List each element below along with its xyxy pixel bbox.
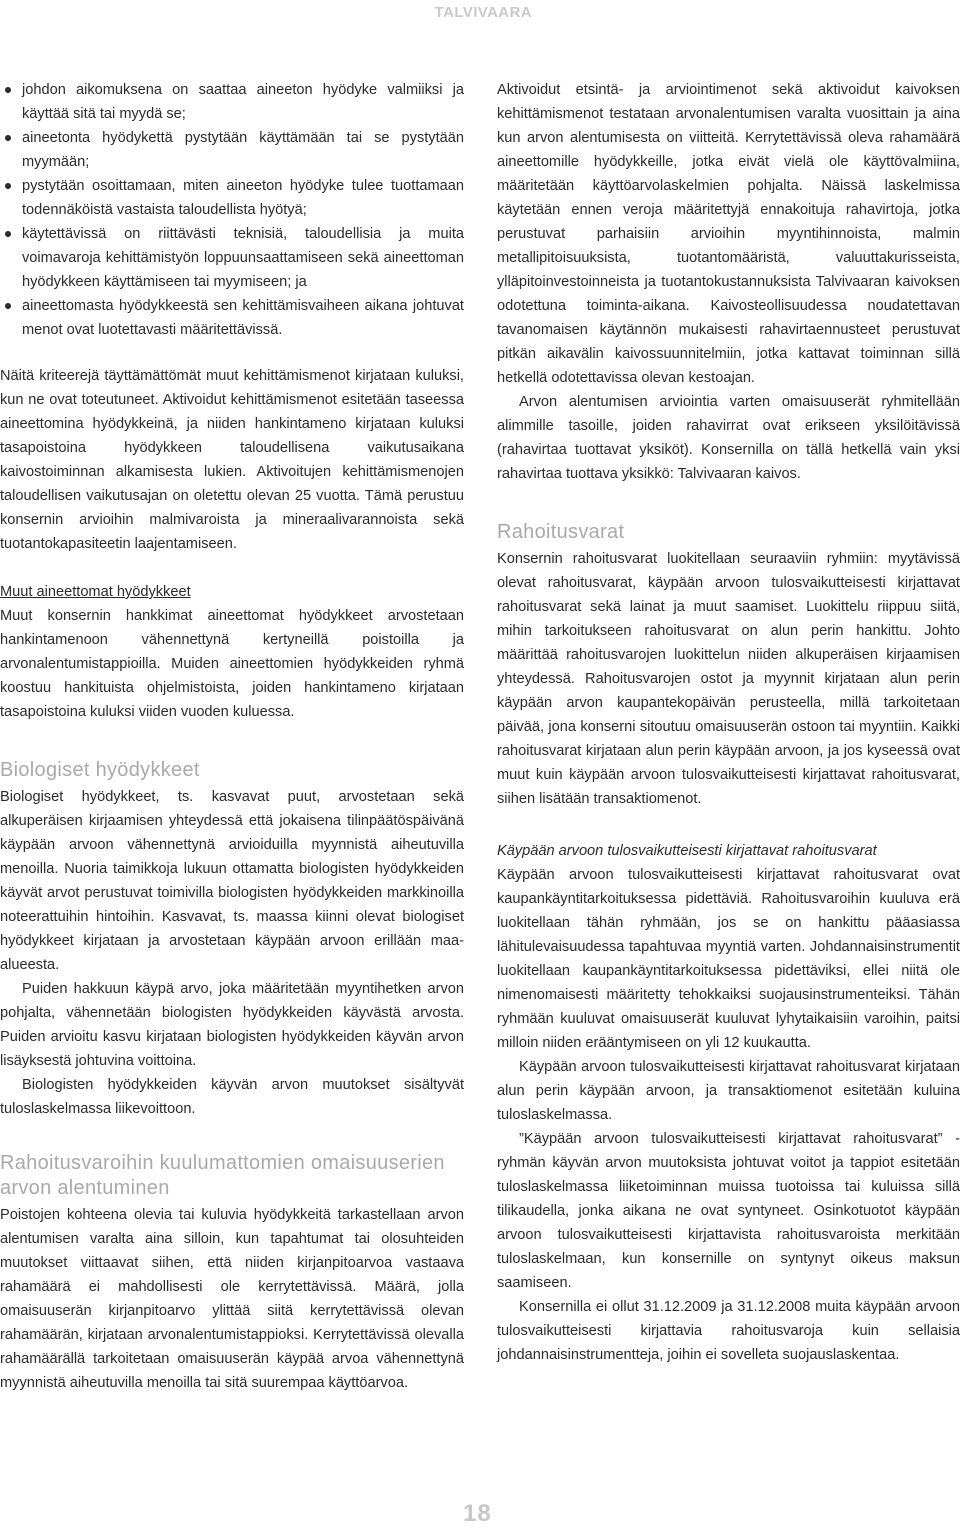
criteria-paragraph: Näitä kriteerejä täyttämättömät muut kehittämismenot kirjataan kuluksi, kun ne ovat toteutuneet. Aktivoidut kehittämismenot esitetään taseessa aineettomina hyödykkeinä, ja niiden hankintameno kirjataan kuluksi tasapoistoina hyödykkeen taloudellisena vaikutusaikana kaivostoiminnan alkamisesta lukien. Aktivoitujen kehittämismenojen taloudellisen vaikutusajan on oletettu olevan 25 vuotta. Tämä perustuu konsernin arvioihin malmivaroista ja mineraalivarannoista sekä tuotantokapasiteetin laajentamiseen. [0, 368, 464, 552]
rahoitusvarat-paragraph: Konsernin rahoitusvarat luokitellaan seuraaviin ryhmiin: myytävissä olevat rahoitusvarat, käypään arvoon tulosvaikutteisesti kirjattavat rahoitusvarat sekä lainat ja muut saamiset. Luokittelu riippuu siitä, mihin tarkoitukseen rahoitusvarat on alun perin hankittu. Johto määrittää rahoitusvarojen luokittelun niiden alkuperäisen kirjaamisen yhteydessä. Rahoitusvarojen ostot ja myynnit kirjataan alun perin käypään arvon kaupantekopäivän perusteella, millä tarkoitetaan päivää, jona konserni sitoutuu omaisuuserän ostoon tai myyntiin. Kaikki rahoitusvarat kirjataan alun perin käypään arvoon, ja jos kyseessä ovat muut kuin käypään arvoon tulosvaikutteisesti kirjattavat rahoitusvarat, siihen lisätään transaktiomenot. [497, 551, 960, 807]
impairment-heading: Rahoitusvaroihin kuulumattomien omaisuuserien arvon alentuminen [0, 1152, 445, 1199]
testing-paragraph: Aktivoidut etsintä- ja arviointimenot sekä aktivoidut kaivoksen kehittämismenot testataan arvonalentumisen varalta vuosittain ja aina kun arvon alentumisesta on viitteitä. Kerrytettävissä oleva rahamäärä aineettomille hyödykkeille, jotka eivät vielä ole käyttövalmiina, määritetään käyttöarvolaskelmien pohjalta. Näissä laskelmissa käytetään ennen veroja määritettyjä ennakoituja rahavirtoja, jotka perustuvat parhaisiin arvioihin myyntihinnoista, malmin metallipitoisuuksista, tuotantomääristä, valuuttakurisseista, ylläpitoinvestoinneista ja tuotantokustannuksista Talvivaaran kaivoksen odotettuna toiminta-aikana. Kaivosteollisuudessa noudatettavan tavanomaisen käytännön mukaisesti rahavirtaennusteet perustuvat pitkän aikavälin kaivossuunnitelmiin, jotka kattavat toiminnan sillä hetkellä odotettavissa olevan kestoajan. [497, 82, 960, 386]
fvtpl-paragraph-2: Käypään arvoon tulosvaikutteisesti kirjattavat rahoitusvarat kirjataan alun perin käypään arvoon, ja transaktiomenot esitetään kuluina tuloslaskelmassa. [497, 1059, 960, 1123]
muut-paragraph: Muut konsernin hankkimat aineettomat hyödykkeet arvostetaan hankintamenoon vähennettynä kertyneillä poistoilla ja arvonalentumistappioilla. Muiden aineettomien hyödykkeiden ryhmä koostuu hankituista ohjelmistoista, joiden hankintameno kirjataan tasapoistoina kuluksi viiden vuoden kuluessa. [0, 608, 464, 720]
bio-paragraph-1: Biologiset hyödykkeet, ts. kasvavat puut, arvostetaan sekä alkuperäisen kirjaamisen yhteydessä että jokaisena tilinpäätöspäivänä käypään arvoon vähennettynä arvioiduilla myynnistä aiheutuvilla menoilla. Nuoria taimikkoja lukuun ottamatta biologisten hyödykkeiden käyvät arvot perustuvat toimivilla biologisten hyödykkeiden markkinoilla noteerattuihin hintoihin. Kasvavat, ts. maassa kiinni olevat biologiset hyödykkeet kirjataan ja arvostetaan käypään arvoon erillään maa-alueesta. [0, 789, 464, 973]
fvtpl-paragraph-1: Käypään arvoon tulosvaikutteisesti kirjattavat rahoitusvarat ovat kaupankäyntitarkoituksessa pidettäviä. Rahoitusvaroihin kuuluva erä luokitellaan tähän ryhmään, jos se on hankittu pääasiassa lähitulevaisuudessa tapahtuvaa myyntiä varten. Johdannaisinstrumentit luokitellaan kaupankäyntitarkoituksessa pidettäviksi, ellei niitä ole nimenomaisesti määritetty tehokkaiksi suojausinstrumenteiksi. Tähän ryhmään kuuluvat omaisuuserät kuuluvat lyhytaikaisiin varoihin, paitsi milloin niiden erääntymiseen on yli 12 kuukautta. [497, 867, 960, 1051]
list-item: johdon aikomuksena on saattaa aineeton hyödyke valmiiksi ja käyttää sitä tai myydä se; [0, 78, 464, 126]
list-item: aineetonta hyödykettä pystytään käyttämään tai se pystytään myymään; [0, 126, 464, 174]
fvtpl-heading: Käypään arvoon tulosvaikutteisesti kirjattavat rahoitusvarat [497, 843, 877, 859]
list-item: pystytään osoittamaan, miten aineeton hyödyke tulee tuottamaan todennäköistä vastaista taloudellista hyötyä; [0, 174, 464, 222]
fvtpl-paragraph-3: ”Käypään arvoon tulosvaikutteisesti kirjattavat rahoitusvarat” -ryhmän käyvän arvon muutoksista johtuvat voitot ja tappiot esitetään tuloslaskelmassa liiketoiminnan muissa tuotoissa tai kuluissa sillä tilikaudella, jonka aikana ne ovat syntyneet. Osinkotuotot käypään arvoon tulosvaikutteisesti kirjattavista rahoitusvaroista merkitään tuloslaskelmaan, kun konsernille on syntynyt oikeus maksun saamiseen. [497, 1131, 960, 1291]
fvtpl-paragraph-4: Konsernilla ei ollut 31.12.2009 ja 31.12.2008 muita käypään arvoon tulosvaikutteisesti kirjattavia rahoitusvaroja kuin sellaisia johdannaisinstrumentteja, joihin ei sovelleta suojauslaskentaa. [497, 1299, 960, 1363]
bio-paragraph-3: Biologisten hyödykkeiden käyvän arvon muutokset sisältyvät tuloslaskelmassa liikevoittoon. [0, 1077, 464, 1117]
muut-heading: Muut aineettomat hyödykkeet [0, 584, 191, 600]
bio-heading: Biologiset hyödykkeet [0, 759, 200, 781]
right-column [497, 78, 960, 1367]
bio-paragraph-2: Puiden hakkuun käypä arvo, joka määritetään myyntihetken arvon pohjalta, vähennetään biologisten hyödykkeiden käyvästä arvosta. Puiden arvioitu kasvu kirjataan biologisten hyödykkeiden käyvän arvon lisäyksestä johtuvina voittoina. [0, 981, 464, 1069]
list-item: aineettomasta hyödykkeestä sen kehittämisvaiheen aikana johtuvat menot ovat luotettavasti määritettävissä. [0, 294, 464, 342]
rahoitusvarat-heading: Rahoitusvarat [497, 521, 625, 543]
left-column [0, 78, 464, 1395]
criteria-list [0, 78, 464, 342]
page-header-title: TALVIVAARA [434, 4, 532, 21]
grouping-paragraph: Arvon alentumisen arviointia varten omaisuuserät ryhmitellään alimmille tasoille, joiden rahavirrat ovat erikseen yksilöitävissä (rahavirtaa tuottavat yksiköt). Konsernilla on tällä hetkellä vain yksi rahavirtaa tuottava yksikkö: Talvivaaran kaivos. [497, 394, 960, 482]
impairment-paragraph: Poistojen kohteena olevia tai kuluvia hyödykkeitä tarkastellaan arvon alentumisen varalta aina silloin, kun tapahtumat tai olosuhteiden muutokset viittaavat siihen, että niiden kirjanpitoarvoa vastaava rahamäärä ei mahdollisesti ole kerrytettävissä. Määrä, jolla omaisuuserän kirjanpitoarvo ylittää siitä kerrytettävissä olevan rahamäärän, kirjataan arvonalentumistappioksi. Kerrytettävissä olevalla rahamäärällä tarkoitetaan omaisuuserän käypää arvoa vähennettynä myynnistä aiheutuvilla menoilla tai sitä suurempaa käyttöarvoa. [0, 1207, 464, 1391]
page-number: 18 [463, 1500, 492, 1527]
list-item: käytettävissä on riittävästi teknisiä, taloudellisia ja muita voimavaroja kehittämistyön loppuunsaattamiseen sekä aineettoman hyödykkeen käyttämiseen tai myymiseen; ja [0, 222, 464, 294]
